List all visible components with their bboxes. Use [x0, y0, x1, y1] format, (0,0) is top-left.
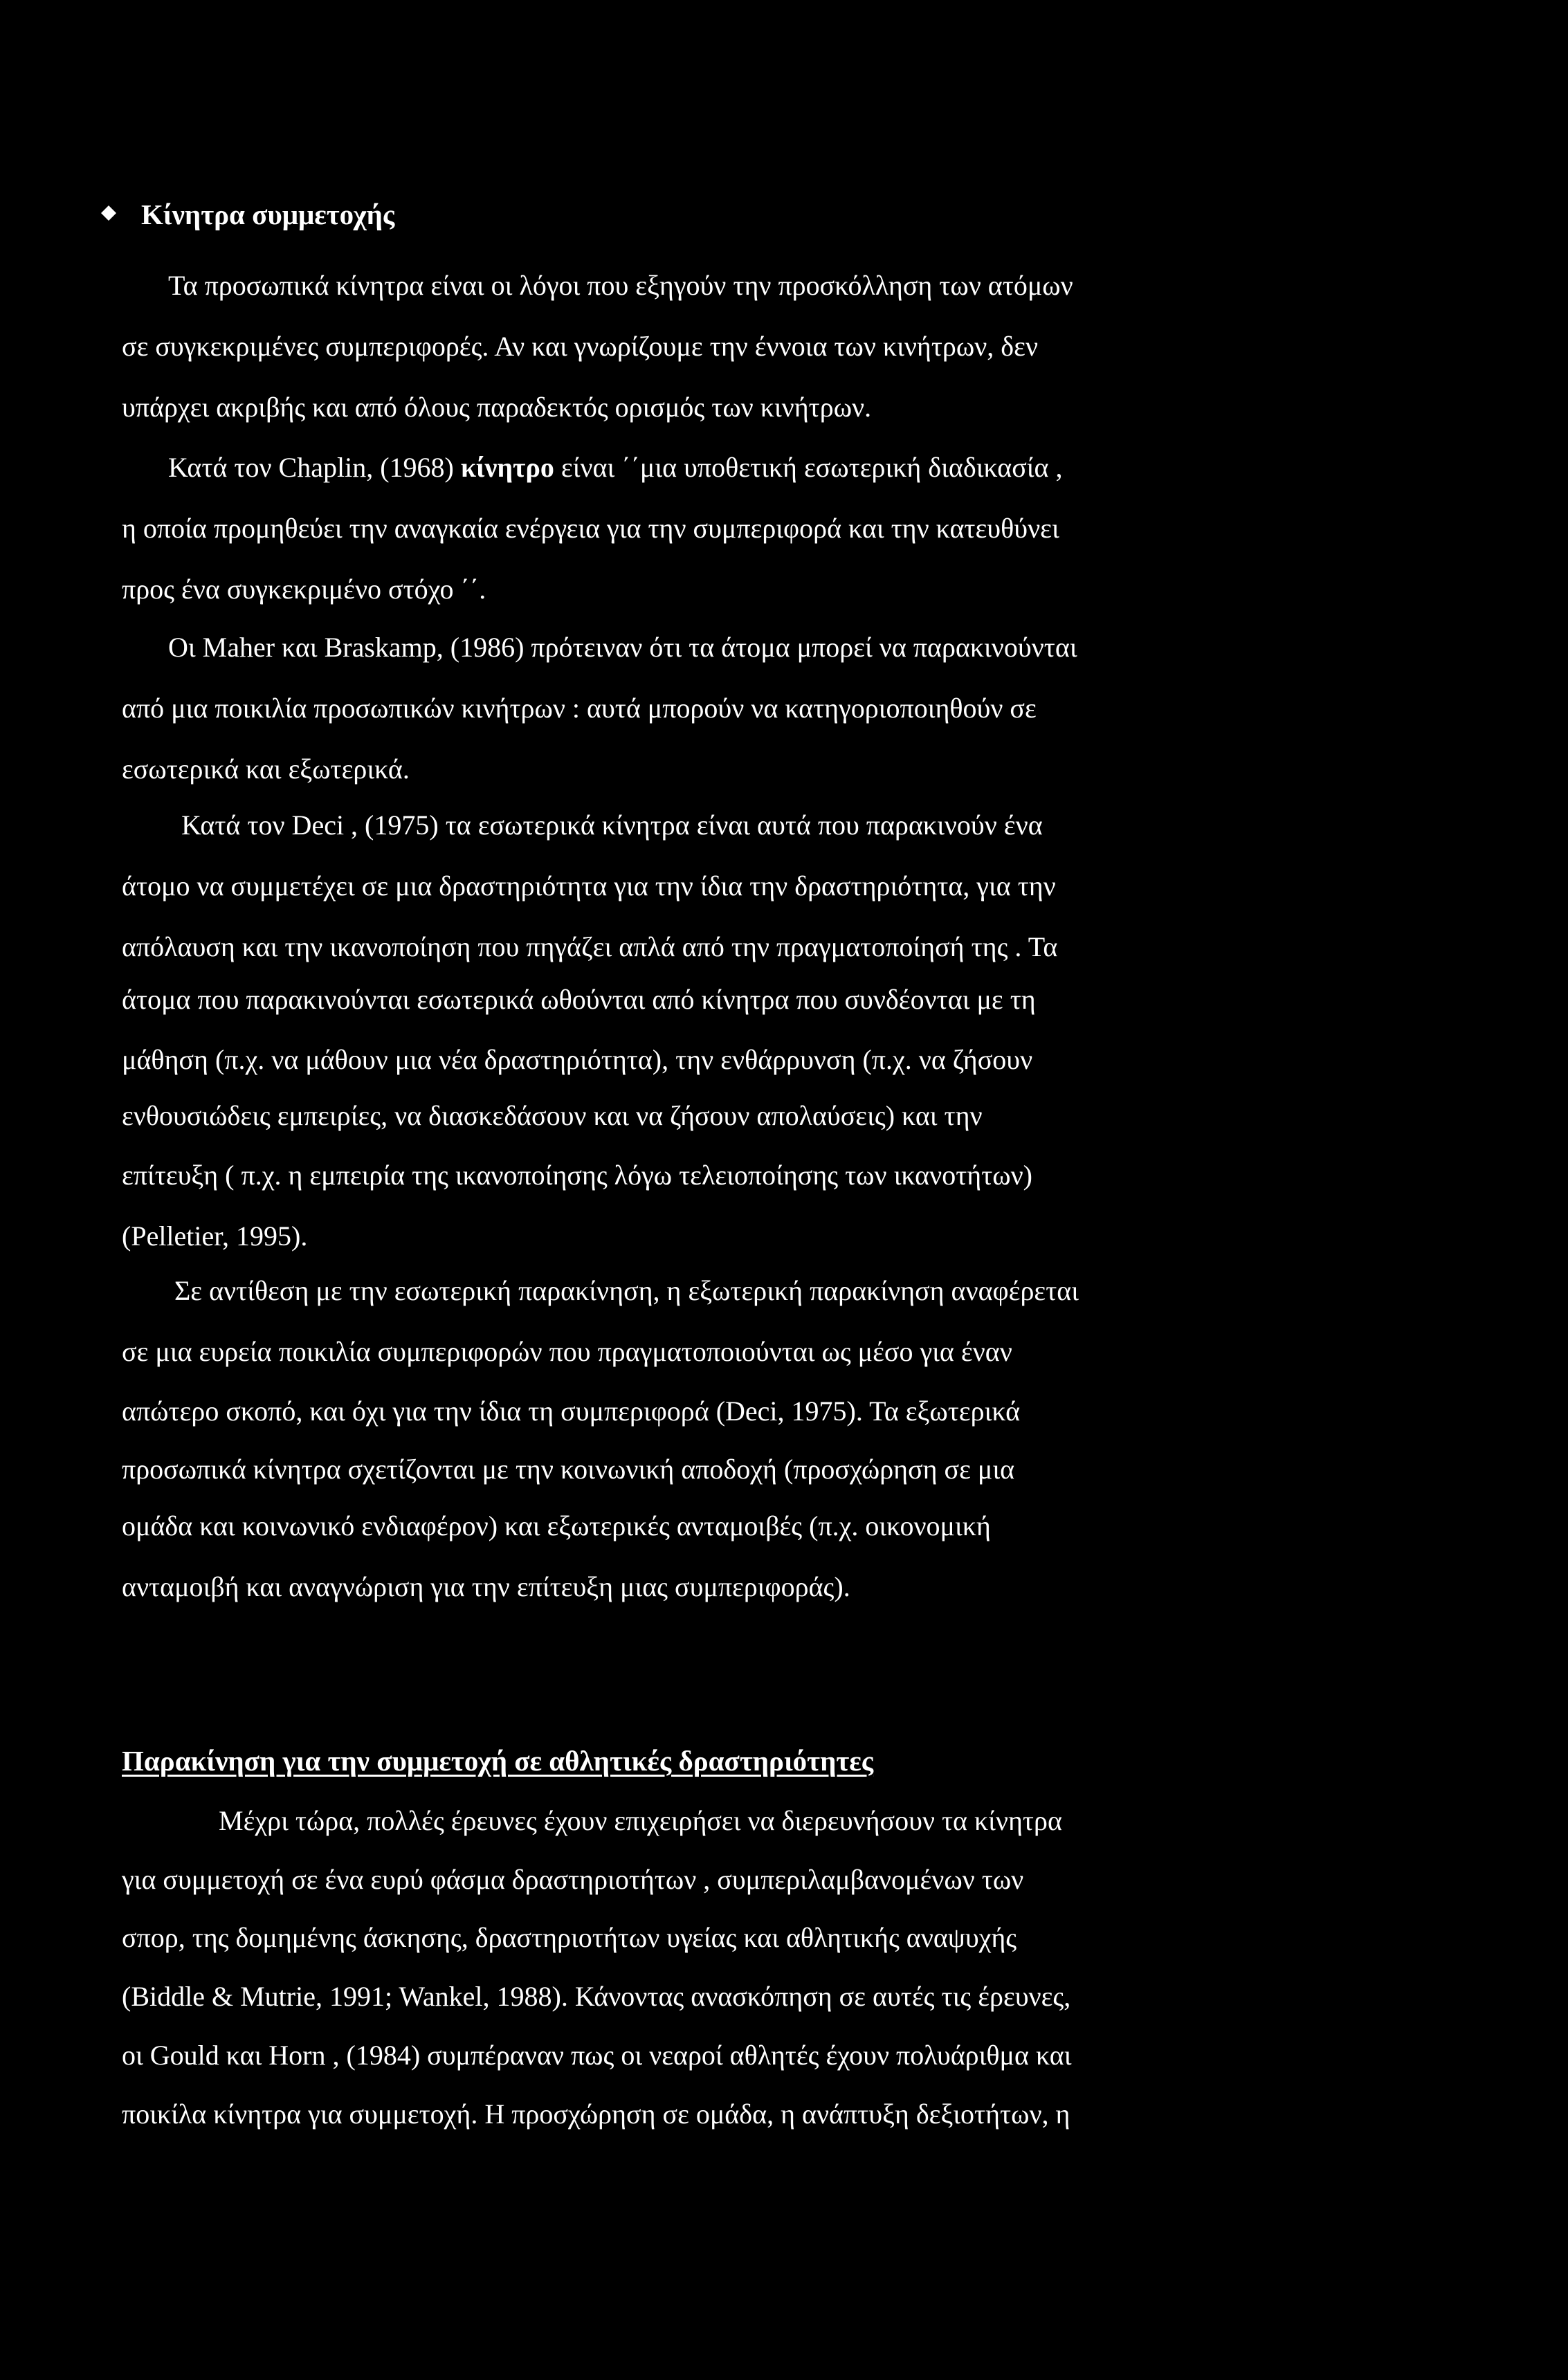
paragraph-6-line-4: (Biddle & Mutrie, 1991; Wankel, 1988). Κάνοντας ανασκόπηση σε αυτές τις έρευνες, [122, 1981, 1071, 2012]
paragraph-4-line-6: ενθουσιώδεις εμπειρίες, να διασκεδάσουν και να ζήσουν απολαύσεις) και την [122, 1100, 983, 1131]
paragraph-2-line-3: προς ένα συγκεκριμένο στόχο ΄΄. [122, 574, 486, 605]
paragraph-3-line-1: Οι Maher και Braskamp, (1986) πρότειναν ότι τα άτομα μπορεί να παρακινούνται [168, 632, 1077, 663]
paragraph-1-line-2: σε συγκεκριμένες συμπεριφορές. Αν και γνωρίζουμε την έννοια των κινήτρων, δεν [122, 331, 1039, 362]
paragraph-5-line-3: απώτερο σκοπό, και όχι για την ίδια τη συμπεριφορά (Deci, 1975). Τα εξωτερικά [122, 1395, 1021, 1427]
paragraph-6-line-3: σπορ, της δομημένης άσκησης, δραστηριοτήτων υγείας και αθλητικής αναψυχής [122, 1922, 1017, 1953]
paragraph-5-line-4: προσωπικά κίνητρα σχετίζονται με την κοινωνική αποδοχή (προσχώρηση σε μια [122, 1454, 1015, 1485]
paragraph-2-line-2: η οποία προμηθεύει την αναγκαία ενέργεια για την συμπεριφορά και την κατευθύνει [122, 513, 1059, 544]
paragraph-4-line-4: άτομα που παρακινούνται εσωτερικά ωθούνται από κίνητρα που συνδέονται με τη [122, 984, 1036, 1015]
paragraph-4-line-5: μάθηση (π.χ. να μάθουν μια νέα δραστηριότητα), την ενθάρρυνση (π.χ. να ζήσουν [122, 1044, 1033, 1075]
paragraph-6-line-1: Μέχρι τώρα, πολλές έρευνες έχουν επιχειρήσει να διερευνήσουν τα κίνητρα [219, 1805, 1062, 1836]
paragraph-5-line-6: ανταμοιβή και αναγνώριση για την επίτευξη μιας συμπεριφοράς). [122, 1571, 850, 1602]
diamond-bullet-icon [101, 205, 116, 221]
section-heading-sport-participation-motivation: Παρακίνηση για την συμμετοχή σε αθλητικές δραστηριότητες [122, 1745, 874, 1777]
paragraph-4-line-7: επίτευξη ( π.χ. η εμπειρία της ικανοποίησης λόγω τελειοποίησης των ικανοτήτων) [122, 1160, 1032, 1191]
term-motive-bold: κίνητρο [460, 452, 554, 483]
section-heading-participation-motives: Κίνητρα συμμετοχής [141, 199, 395, 230]
paragraph-4-line-1: Κατά τον Deci , (1975) τα εσωτερικά κίνητρα είναι αυτά που παρακινούν ένα [181, 809, 1043, 841]
paragraph-5-line-5: ομάδα και κοινωνικό ενδιαφέρον) και εξωτερικές ανταμοιβές (π.χ. οικονομική [122, 1510, 991, 1541]
paragraph-1-line-3: υπάρχει ακριβής και από όλους παραδεκτός ορισμός των κινήτρων. [122, 392, 872, 423]
paragraph-4-line-3: απόλαυση και την ικανοποίηση που πηγάζει απλά από την πραγματοποίησή της . Τα [122, 931, 1058, 962]
paragraph-1-line-1: Τα προσωπικά κίνητρα είναι οι λόγοι που εξηγούν την προσκόλληση των ατόμων [168, 270, 1073, 301]
paragraph-3-line-3: εσωτερικά και εξωτερικά. [122, 753, 410, 785]
paragraph-6-line-6: ποικίλα κίνητρα για συμμετοχή. Η προσχώρηση σε ομάδα, η ανάπτυξη δεξιοτήτων, η [122, 2098, 1070, 2130]
paragraph-4-line-2: άτομο να συμμετέχει σε μια δραστηριότητα για την ίδια την δραστηριότητα, για την [122, 870, 1056, 901]
paragraph-4-line-8: (Pelletier, 1995). [122, 1220, 308, 1252]
paragraph-2-line-1 [168, 451, 1063, 484]
paragraph-3-line-2: από μια ποικιλία προσωπικών κινήτρων : αυτά μπορούν να κατηγοριοποιηθούν σε [122, 693, 1037, 724]
paragraph-2-line-1-end: είναι ΄΄μια υποθετική εσωτερική διαδικασία , [554, 452, 1063, 483]
paragraph-6-line-5: οι Gould και Horn , (1984) συμπέραναν πως οι νεαροί αθλητές έχουν πολυάριθμα και [122, 2040, 1072, 2071]
paragraph-5-line-2: σε μια ευρεία ποικιλία συμπεριφορών που πραγματοποιούνται ως μέσο για έναν [122, 1336, 1012, 1367]
paragraph-5-line-1: Σε αντίθεση με την εσωτερική παρακίνηση, η εξωτερική παρακίνηση αναφέρεται [174, 1275, 1079, 1306]
paragraph-2-line-1-start: Κατά τον Chaplin, (1968) [168, 452, 461, 483]
paragraph-6-line-2: για συμμετοχή σε ένα ευρύ φάσμα δραστηριοτήτων , συμπεριλαμβανομένων των [122, 1864, 1024, 1895]
